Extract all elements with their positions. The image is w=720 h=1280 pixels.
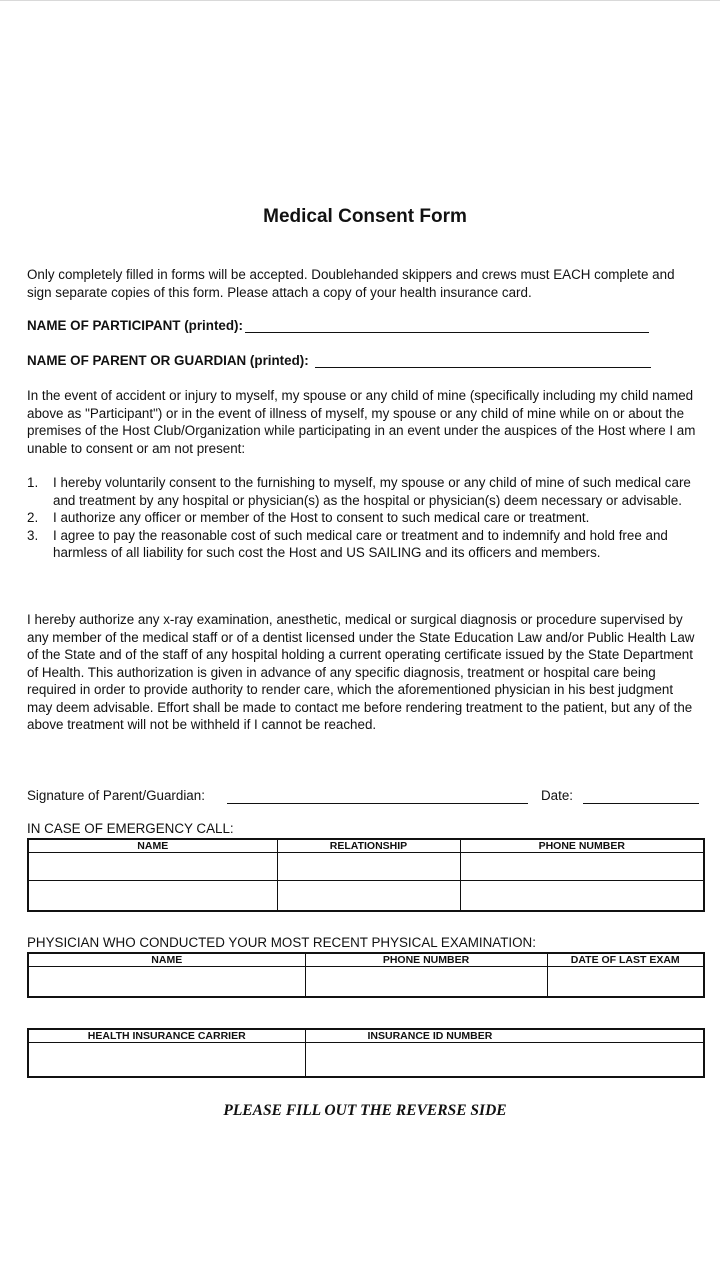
emergency-col-phone: PHONE NUMBER (460, 839, 704, 853)
insurance-col-id: INSURANCE ID NUMBER (305, 1029, 704, 1043)
consent-paragraph: In the event of accident or injury to myself, my spouse or any child of mine (specifically including my child named above as "Participant") or in the event of illness of myself, my spouse or any child of mine while on or about the premises of the Host Club/Organization while participating in an event under the auspices of the Host where I am unable to consent or am not present: (27, 388, 696, 456)
physician-label: PHYSICIAN WHO CONDUCTED YOUR MOST RECENT PHYSICAL EXAMINATION: (27, 935, 536, 950)
emergency-cell[interactable] (460, 853, 704, 881)
reverse-side-notice: PLEASE FILL OUT THE REVERSE SIDE (223, 1102, 507, 1119)
list-item (27, 474, 699, 509)
intro-text: Only completely filled in forms will be accepted. Doublehanded skippers and crews must EACH complete and sign separate copies of this form. Please attach a copy of your health insurance card. (27, 267, 675, 300)
list-item-text: I hereby voluntarily consent to the furnishing to myself, my spouse or any child of mine of such medical care and treatment by any hospital or physician(s) as the hospital or physician(s) deem necessary or advisable. (53, 475, 691, 508)
guardian-line[interactable] (315, 354, 651, 368)
participant-field[interactable] (27, 318, 649, 333)
list-item-number: 2. (27, 510, 39, 525)
emergency-col-name: NAME (28, 839, 277, 853)
list-item-number: 1. (27, 475, 39, 490)
participant-line[interactable] (245, 319, 649, 333)
signature-label: Signature of Parent/Guardian: (27, 788, 205, 803)
physician-col-name: NAME (28, 953, 305, 967)
emergency-cell[interactable] (460, 881, 704, 911)
physician-cell[interactable] (547, 967, 704, 997)
emergency-table (27, 838, 705, 912)
participant-label: NAME OF PARTICIPANT (printed): (27, 318, 243, 333)
top-divider (0, 0, 720, 1)
emergency-cell[interactable] (28, 853, 277, 881)
physician-col-phone: PHONE NUMBER (305, 953, 547, 967)
insurance-col-carrier: HEALTH INSURANCE CARRIER (28, 1029, 305, 1043)
emergency-col-relationship: RELATIONSHIP (277, 839, 460, 853)
physician-table (27, 952, 705, 998)
emergency-cell[interactable] (28, 881, 277, 911)
authorization-paragraph: I hereby authorize any x-ray examination, anesthetic, medical or surgical diagnosis or procedure supervised by any member of the medical staff or of a dentist licensed under the State Education Law and/or Public Health Law of the State and of the staff of any hospital holding a current operating certificate issued by the State Department of Health. This authorization is given in advance of any specific diagnosis, treatment or hospital care being required in order to provide authority to render care, which the aforementioned physician in his best judgment may deem advisable. Effort shall be made to contact me before rendering treatment to the patient, but any of the above treatment will not be withheld if I cannot be reached. (27, 612, 695, 732)
date-label: Date: (541, 788, 574, 803)
list-item-number: 3. (27, 527, 39, 543)
emergency-cell[interactable] (277, 853, 460, 881)
consent-list (27, 474, 699, 562)
list-item (27, 527, 699, 562)
physician-cell[interactable] (28, 967, 305, 997)
list-item-text: I authorize any officer or member of the Host to consent to such medical care or treatment. (53, 510, 590, 525)
emergency-label: IN CASE OF EMERGENCY CALL: (27, 821, 234, 836)
guardian-field[interactable] (27, 353, 651, 368)
guardian-label: NAME OF PARENT OR GUARDIAN (printed): (27, 353, 309, 368)
list-item-text: I agree to pay the reasonable cost of such medical care or treatment and to indemnify and hold free and harmless of all liability for such cost the Host and US SAILING and its officers and members. (53, 527, 668, 560)
physician-col-date: DATE OF LAST EXAM (547, 953, 704, 967)
emergency-cell[interactable] (277, 881, 460, 911)
list-item (27, 509, 699, 527)
date-line[interactable] (583, 803, 699, 804)
physician-cell[interactable] (305, 967, 547, 997)
form-title: Medical Consent Form (263, 206, 467, 227)
insurance-table (27, 1028, 705, 1078)
signature-line[interactable] (227, 803, 528, 804)
insurance-cell[interactable] (28, 1043, 305, 1077)
insurance-cell[interactable] (305, 1043, 704, 1077)
